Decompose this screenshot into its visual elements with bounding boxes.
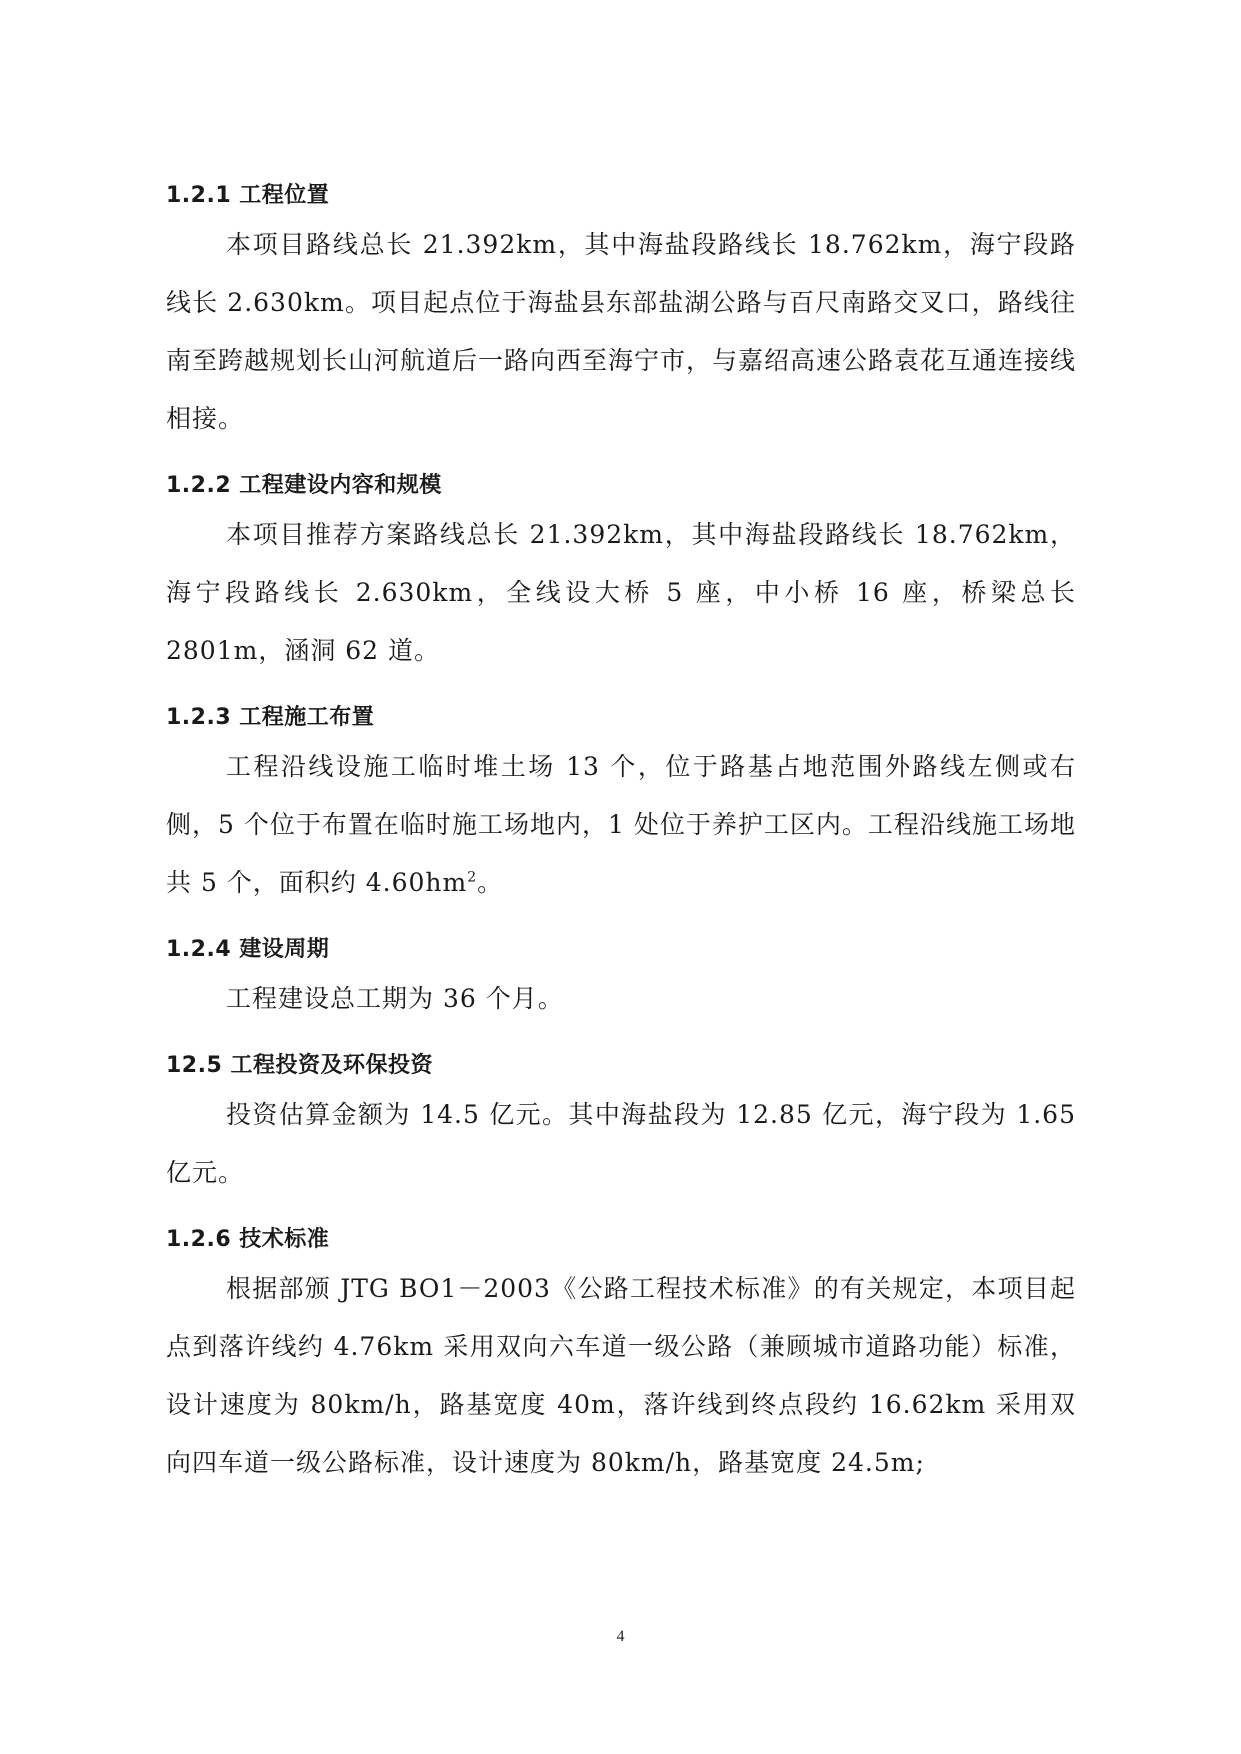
superscript: 2: [467, 869, 478, 886]
section-heading: 1.2.2 工程建设内容和规模: [166, 473, 442, 498]
section-paragraph: 本项目推荐方案路线总长 21.392km，其中海盐段路线长 18.762km，海宁段路线长 2.630km，全线设大桥 5 座，中小桥 16 座，桥梁总长 2801m，涵洞 62 道。: [166, 520, 1076, 665]
spacer: [166, 912, 1076, 930]
section-paragraph: [166, 738, 1076, 912]
section-paragraph: 工程建设总工期为 36 个月。: [226, 984, 564, 1013]
spacer: [166, 680, 1076, 698]
document-page: [166, 176, 1076, 1492]
section-heading: 1.2.6 技术标准: [166, 1227, 330, 1252]
section-location: [166, 176, 1076, 448]
section-scope: [166, 466, 1076, 680]
spacer: [166, 1202, 1076, 1220]
paragraph-text: 工程沿线设施工临时堆土场 13 个，位于路基占地范围外路线左侧或右侧，5 个位于布置在临时施工场地内，1 处位于养护工区内。工程沿线施工场地共 5 个，面积约 4.60hm: [166, 752, 1076, 897]
section-technical-standards: [166, 1220, 1076, 1492]
section-heading: 1.2.3 工程施工布置: [166, 705, 375, 730]
section-heading: 1.2.4 建设周期: [166, 937, 330, 962]
section-heading: 12.5 工程投资及环保投资: [166, 1053, 433, 1078]
page-number: 4: [616, 1628, 625, 1645]
section-paragraph: 本项目路线总长 21.392km，其中海盐段路线长 18.762km，海宁段路线长 2.630km。项目起点位于海盐县东部盐湖公路与百尺南路交叉口，路线往南至跨越规划长山河航道后一路向西至海宁市，与嘉绍高速公路袁花互通连接线相接。: [166, 230, 1077, 433]
section-schedule: [166, 930, 1076, 1028]
spacer: [166, 448, 1076, 466]
section-heading: 1.2.1 工程位置: [166, 183, 330, 208]
section-paragraph: 根据部颁 JTG BO1－2003《公路工程技术标准》的有关规定，本项目起点到落许线约 4.76km 采用双向六车道一级公路（兼顾城市道路功能）标准，设计速度为 80km/h，路基宽度 40m，落许线到终点段约 16.62km 采用双向四车道一级公路标准，设计速度为 80km/h，路基宽度 24.5m;: [166, 1274, 1077, 1477]
section-construction-layout: [166, 698, 1076, 912]
section-paragraph: 投资估算金额为 14.5 亿元。其中海盐段为 12.85 亿元，海宁段为 1.65 亿元。: [166, 1100, 1076, 1187]
spacer: [166, 1028, 1076, 1046]
paragraph-tail: 。: [477, 868, 504, 897]
section-investment: [166, 1046, 1076, 1202]
